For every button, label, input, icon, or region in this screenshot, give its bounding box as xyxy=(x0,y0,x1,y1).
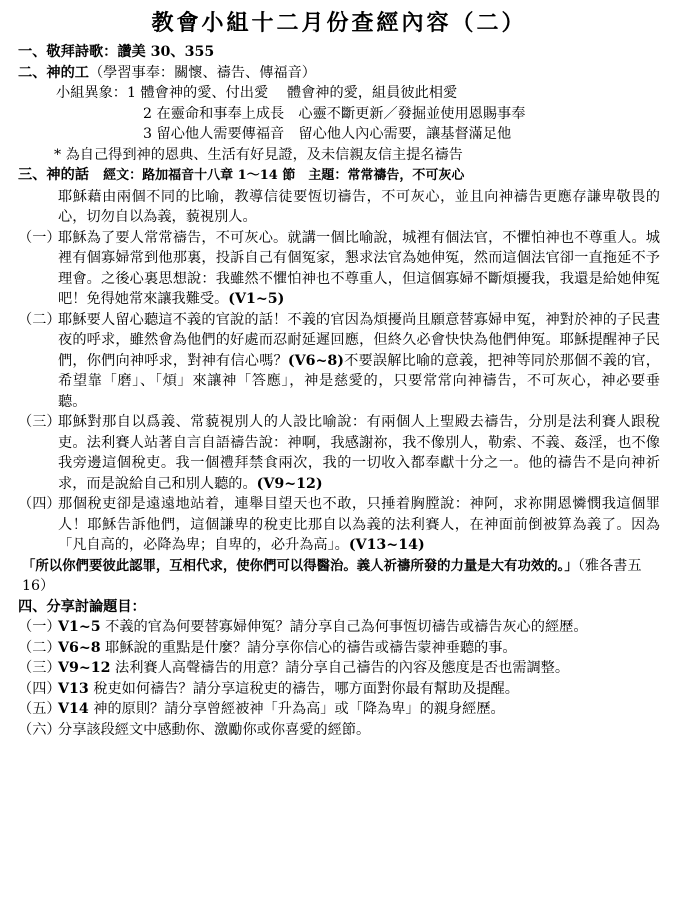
point-number: （二） xyxy=(18,311,61,328)
question-item xyxy=(18,617,660,638)
section-label: 四、分享討論題目： xyxy=(18,598,146,615)
vision-item: 3 留心他人需要傳福音 留心他人內心需要，讓基督滿足他 xyxy=(143,126,512,142)
point-text-after: 不要誤解比喻的意義，把神等同於那個不義的官，希望靠「磨」、「煩」來讓神「答應」，神是慈愛的，只要常常向神禱告，不可灰心，神必要垂聽。 xyxy=(58,352,660,410)
question-number: （二） xyxy=(18,639,61,656)
vision-item: 1 體會神的愛、付出愛 體會神的愛，組員彼此相愛 xyxy=(126,85,458,101)
point-text: 耶穌要人留心聽這不義的官說的話！不義的官因為煩擾尚且願意替寡婦申冤，神對於神的子民晝夜的呼求，雖然會為他們的好處而忍耐延遲回應，但終久必會快快為他們伸冤。耶穌提醒神子民們，你們向神呼求，對神有信心嗎？ xyxy=(58,311,660,369)
quote-ref: （雅各書五 16） xyxy=(22,557,642,594)
question-text: 稅吏如何禱告？請分享這稅吏的禱告，哪方面對你最有幫助及提醒。 xyxy=(88,680,519,697)
section-label: 二、神的工 xyxy=(18,64,89,81)
question-item xyxy=(18,658,660,679)
question-item xyxy=(18,679,660,700)
verse-ref: (V13~14) xyxy=(348,537,425,553)
question-number: （三） xyxy=(18,660,61,676)
scripture-topic: 經文：路加福音十八章 1～14 節 主題：常常禱告，不可灰心 xyxy=(103,168,465,183)
point-text: 耶穌對那自以爲義、常藐視別人的人設比喻說：有兩個人上聖殿去禱告，分別是法利賽人跟稅吏。法利賽人站著自言自語禱告說：神啊，我感謝祢，我不像別人，勒索、不義、姦淫，也不像我旁邊這個稅吏。我一個禮拜禁食兩次，我的一切收入都奉獻十分之一。他的禱告不是向神祈求，而是說給自己和別人聽的。 xyxy=(58,414,660,492)
question-number: （一） xyxy=(18,619,61,635)
section-label: 三、神的話 xyxy=(18,167,89,183)
page-title: 教會小組十二月份查經內容（二） xyxy=(151,10,527,36)
question-ref: V9~12 xyxy=(58,660,111,676)
point-item xyxy=(18,228,660,310)
question-ref: V14 xyxy=(58,701,89,717)
question-number: （四） xyxy=(18,680,61,697)
question-text: 分享該段經文中感動你、激勵你或你喜愛的經節。 xyxy=(58,721,371,738)
point-text: 耶穌為了要人常常禱告，不可灰心。就講一個比喻說，城裡有個法官，不懼怕神也不尊重人。城裡有個寡婦常到他那裏，投訴自己有個冤家，懇求法官為她伸冤，然而這個法官卻一直拖延不予理會。之後心裏思想說：我雖然不懼怕神也不尊重人，但這個寡婦不斷煩擾我，我還是給她伸冤吧！免得她常來讓我難受。 xyxy=(58,229,660,307)
question-item xyxy=(18,638,660,659)
section-label: 一、敬拜詩歌： xyxy=(18,44,118,60)
question-number: （五） xyxy=(18,701,61,717)
verse-ref: (V6~8) xyxy=(287,352,344,369)
question-text: 不義的官為何要替寡婦伸冤？請分享自己為何事恆切禱告或禱告灰心的經歷。 xyxy=(100,619,588,635)
james-quote xyxy=(18,556,660,597)
section-gods-work xyxy=(18,63,660,84)
intro-paragraph: 耶穌藉由兩個不同的比喻，教導信徒要恆切禱告，不可灰心，並且向神禱告更應存謙卑敬畏的心，切勿自以為義，藐視別人。 xyxy=(58,188,660,225)
verse-ref: (V1~5) xyxy=(228,291,285,307)
question-text: 法利賽人高聲禱告的用意？請分享自己禱告的內容及態度是否也需調整。 xyxy=(110,660,570,676)
question-ref: V6~8 xyxy=(58,639,101,656)
vision-item: 2 在靈命和事奉上成長 心靈不斷更新／發掘並使用恩賜事奉 xyxy=(143,105,526,122)
quote-text: 「所以你們要彼此認罪，互相代求，使你們可以得醫治。義人祈禱所發的力量是大有功效的。」 xyxy=(22,557,578,574)
question-ref: V13 xyxy=(58,680,89,697)
question-number: （六） xyxy=(18,721,61,738)
vision-line xyxy=(18,83,660,104)
point-text: 那個稅吏卻是遠遠地站着，連舉目望天也不敢，只捶着胸膛說：神阿，求祢開恩憐憫我這個罪人！耶穌告訴他們，這個謙卑的稅吏比那自以為義的法利賽人，在神面前倒被算為義了。因為「凡自高的，必降為卑；自卑的，必升為高」。 xyxy=(58,496,660,553)
prayer-note: * 為自己得到神的恩典、生活有好見證，及未信親友信主提名禱告 xyxy=(54,146,463,163)
point-number: （四） xyxy=(18,496,61,512)
question-item xyxy=(18,699,660,720)
section-worship xyxy=(18,42,660,63)
vision-line xyxy=(18,104,660,125)
question-ref: V1~5 xyxy=(58,619,101,635)
vision-line xyxy=(18,124,660,145)
point-item xyxy=(18,412,660,494)
question-text: 神的原則？請分享曾經被神「升為高」或「降為卑」的親身經歷。 xyxy=(88,701,505,717)
verse-ref: (V9~12) xyxy=(256,475,323,492)
section-discussion xyxy=(18,597,660,618)
point-number: （三） xyxy=(18,414,61,430)
question-item xyxy=(18,720,660,741)
section-gods-word xyxy=(18,165,660,187)
hymn-numbers: 讚美 30、355 xyxy=(117,44,215,60)
question-text: 耶穌說的重點是什麼？請分享你信心的禱告或禱告蒙神垂聽的事。 xyxy=(100,639,517,656)
point-number: （一） xyxy=(18,229,61,246)
section-subtitle: （學習事奉：關懷、禱告、傳福音） xyxy=(88,64,316,81)
vision-label: 小組異象： xyxy=(56,85,127,101)
point-item xyxy=(18,494,660,556)
point-item xyxy=(18,310,660,413)
